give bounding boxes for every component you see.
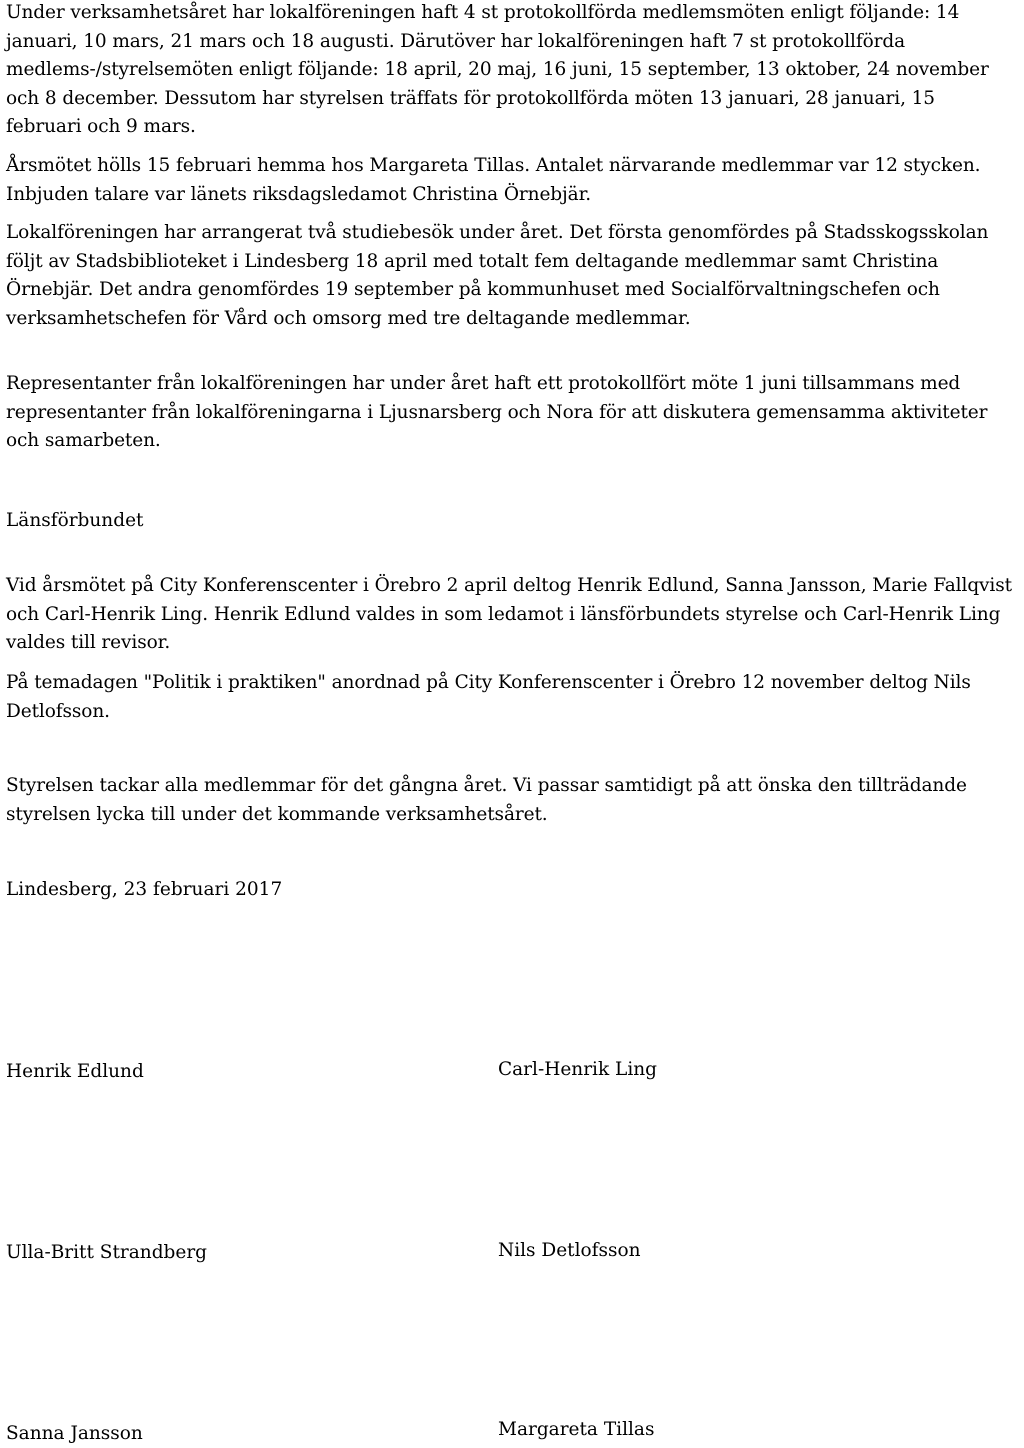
paragraph-meetings: Under verksamhetsåret har lokalföreningen haft 4 st protokollförda medlemsmöten enligt följande: 14 januari, 10 mars, 21 mars och 18 augusti. Därutöver har lokalföreningen haft 7 st protokollförda medlems-/styrelsemöten enligt följande: 18 april, 20 maj, 16 juni, 15 september, 13 oktober, 24 november och 8 december. Dessutom har styrelsen träffats för protokollförda möten 13 januari, 28 januari, 15 februari och 9 mars. xyxy=(6,2,989,137)
paragraph-annual-meeting: Årsmötet hölls 15 februari hemma hos Margareta Tillas. Antalet närvarande medlemmar var 12 stycken. Inbjuden talare var länets riksdagsledamot Christina Örnebjär. xyxy=(6,155,981,205)
paragraph-theme-day: På temadagen "Politik i praktiken" anordnad på City Konferenscenter i Örebro 12 november deltog Nils Detlofsson. xyxy=(6,672,971,722)
signature-sanna-jansson: Sanna Jansson xyxy=(6,1423,143,1444)
paragraph-county-annual-meeting: Vid årsmötet på City Konferenscenter i Örebro 2 april deltog Henrik Edlund, Sanna Jansson, Marie Fallqvist och Carl-Henrik Ling. Henrik Edlund valdes in som ledamot i länsförbundets styrelse och Carl-Henrik Ling valdes till revisor. xyxy=(6,575,1012,653)
section-heading: Länsförbundet xyxy=(6,510,144,531)
place-date: Lindesberg, 23 februari 2017 xyxy=(6,879,283,900)
signature-ulla-britt-strandberg: Ulla-Britt Strandberg xyxy=(6,1242,208,1263)
signature-margareta-tillas: Margareta Tillas xyxy=(498,1419,655,1440)
paragraph-closing: Styrelsen tackar alla medlemmar för det gångna året. Vi passar samtidigt på att önska den tillträdande styrelsen lycka till under det kommande verksamhetsåret. xyxy=(6,775,967,825)
signature-nils-detlofsson: Nils Detlofsson xyxy=(498,1240,641,1261)
paragraph-representatives: Representanter från lokalföreningen har under året haft ett protokollfört möte 1 juni tillsammans med representanter från lokalföreningarna i Ljusnarsberg och Nora för att diskutera gemensamma aktiviteter och samarbeten. xyxy=(6,373,988,451)
signature-henrik-edlund: Henrik Edlund xyxy=(6,1061,144,1082)
paragraph-study-visits: Lokalföreningen har arrangerat två studiebesök under året. Det första genomfördes på Stadsskogsskolan följt av Stadsbiblioteket i Lindesberg 18 april med totalt fem deltagande medlemmar samt Christina Örnebjär. Det andra genomfördes 19 september på kommunhuset med Socialförvaltningschefen och verksamhetschefen för Vård och omsorg med tre deltagande medlemmar. xyxy=(6,222,989,329)
signature-carl-henrik-ling: Carl-Henrik Ling xyxy=(498,1059,658,1080)
